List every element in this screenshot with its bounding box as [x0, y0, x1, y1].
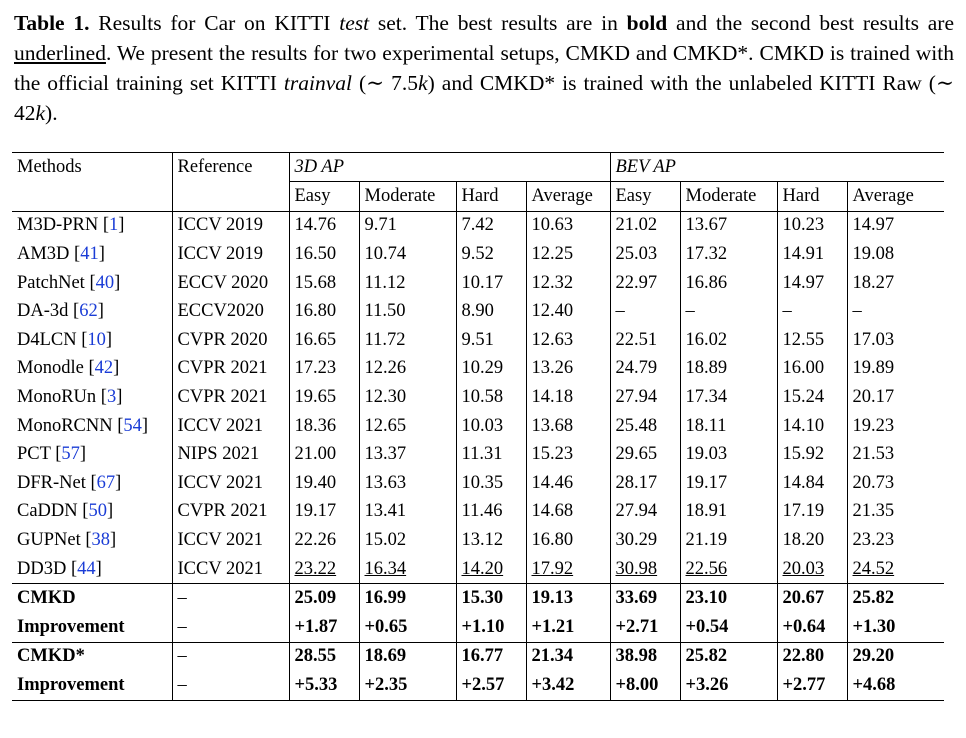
method-cell: PatchNet [40] — [12, 269, 172, 298]
value-cell: +2.35 — [359, 671, 456, 700]
value-cell: 20.67 — [777, 584, 847, 613]
value-cell: – — [777, 297, 847, 326]
value-cell: 10.35 — [456, 469, 526, 498]
table-row — [12, 498, 944, 527]
value-cell: +1.30 — [852, 616, 896, 637]
method-cell: CaDDN [50] — [12, 498, 172, 527]
results-table — [12, 152, 944, 701]
value-cell: +4.68 — [847, 671, 944, 700]
header-bev-ap: BEV AP — [610, 153, 944, 182]
value-cell: 16.50 — [289, 240, 359, 269]
value-cell: 9.71 — [359, 211, 456, 240]
caption-text: . We present the results for two experimental setups, CMKD and CMKD*. CMKD is trained with the official training set KITTI — [14, 41, 954, 95]
header-moderate: Moderate — [680, 182, 777, 212]
reference-cell: ECCV 2020 — [172, 269, 289, 298]
method-name: PCT — [17, 444, 51, 465]
caption-italic-test: test — [339, 11, 370, 35]
value-cell: 24.79 — [610, 355, 680, 384]
caption-label: Table 1. — [14, 11, 90, 35]
value-cell: 16.77 — [456, 642, 526, 671]
method-name: AM3D — [17, 243, 70, 264]
value-cell: 11.72 — [359, 326, 456, 355]
value-cell: 18.89 — [680, 355, 777, 384]
value-cell: 17.23 — [289, 355, 359, 384]
value-cell: 9.51 — [456, 326, 526, 355]
method-name: MonoRUn — [17, 386, 97, 407]
value-cell: 19.89 — [852, 358, 895, 379]
table-row — [12, 555, 944, 584]
reference-cell: ICCV 2021 — [172, 469, 289, 498]
value-cell: 13.63 — [359, 469, 456, 498]
value-cell: 28.17 — [610, 469, 680, 498]
caption-text: ) and CMKD* is trained with the unlabeled KITTI Raw (∼ 42 — [14, 71, 954, 125]
value-cell: 14.84 — [777, 469, 847, 498]
table-row — [12, 269, 944, 298]
caption-bold-word: bold — [626, 11, 668, 35]
value-cell: 17.32 — [680, 240, 777, 269]
value-cell: 25.03 — [610, 240, 680, 269]
table-caption — [14, 8, 954, 128]
method-name: CMKD* — [12, 642, 172, 671]
method-name: DD3D — [17, 558, 67, 579]
citation-link[interactable]: 50 — [88, 501, 107, 522]
value-cell: +2.71 — [610, 613, 680, 642]
method-name: PatchNet — [17, 272, 85, 293]
method-name: CMKD — [12, 584, 172, 613]
value-cell: 19.08 — [852, 243, 895, 264]
method-name: DFR-Net — [17, 472, 86, 493]
header-methods: Methods — [12, 153, 172, 182]
value-cell: 17.92 — [526, 555, 610, 584]
value-cell: 11.31 — [456, 440, 526, 469]
header-blank — [12, 182, 172, 212]
value-cell: 13.68 — [526, 412, 610, 441]
method-cell: PCT [57] — [12, 440, 172, 469]
value-cell: +0.64 — [777, 613, 847, 642]
method-cell: GUPNet [38] — [12, 526, 172, 555]
value-cell: +0.54 — [680, 613, 777, 642]
value-cell: +2.77 — [777, 671, 847, 700]
value-cell: +5.33 — [289, 671, 359, 700]
header-3d-ap: 3D AP — [289, 153, 610, 182]
method-cell: MonoRCNN [54] — [12, 412, 172, 441]
value-cell: 12.63 — [526, 326, 610, 355]
method-name: M3D-PRN — [17, 215, 99, 236]
table-row — [12, 440, 944, 469]
caption-italic-trainval: trainval — [283, 71, 352, 95]
value-cell: 33.69 — [610, 584, 680, 613]
citation-link[interactable]: 10 — [87, 329, 106, 350]
value-cell: 18.69 — [359, 642, 456, 671]
value-cell: 21.53 — [852, 444, 895, 465]
header-reference: Reference — [172, 153, 289, 182]
value-cell: 10.23 — [777, 211, 847, 240]
value-cell: 13.37 — [359, 440, 456, 469]
header-hard: Hard — [456, 182, 526, 212]
method-name: MonoRCNN — [17, 415, 113, 436]
table-row — [12, 613, 944, 642]
value-cell: 17.34 — [680, 383, 777, 412]
header-moderate: Moderate — [359, 182, 456, 212]
table-row — [12, 297, 944, 326]
value-cell: 10.29 — [456, 355, 526, 384]
reference-cell: CVPR 2021 — [172, 355, 289, 384]
value-cell: 10.74 — [359, 240, 456, 269]
table-row — [12, 584, 944, 613]
value-cell: 27.94 — [610, 383, 680, 412]
value-cell: 30.98 — [610, 555, 680, 584]
citation-link[interactable]: 38 — [91, 529, 111, 550]
value-cell: 18.20 — [777, 526, 847, 555]
value-cell: 13.12 — [456, 526, 526, 555]
value-cell: 14.91 — [777, 240, 847, 269]
value-cell: 13.26 — [526, 355, 610, 384]
citation-link[interactable]: 54 — [123, 415, 142, 436]
value-cell: 25.82 — [680, 642, 777, 671]
value-cell: 17.03 — [852, 329, 895, 350]
value-cell: 15.92 — [777, 440, 847, 469]
value-cell: – — [852, 301, 862, 322]
value-cell: 21.02 — [610, 211, 680, 240]
value-cell: 23.10 — [680, 584, 777, 613]
method-cell: DFR-Net [67] — [12, 469, 172, 498]
table-row — [12, 211, 944, 240]
value-cell: 11.46 — [456, 498, 526, 527]
value-cell: – — [610, 297, 680, 326]
citation-link[interactable]: 62 — [79, 301, 98, 322]
value-cell: 28.55 — [289, 642, 359, 671]
value-cell: 14.18 — [526, 383, 610, 412]
value-cell: 16.80 — [289, 297, 359, 326]
citation-link[interactable]: 44 — [77, 558, 96, 579]
value-cell: 16.80 — [526, 526, 610, 555]
citation-link[interactable]: 40 — [95, 272, 115, 293]
citation-link[interactable]: 42 — [94, 358, 114, 379]
value-cell: 19.03 — [680, 440, 777, 469]
header-row-difficulty — [12, 182, 944, 212]
value-cell: 29.65 — [610, 440, 680, 469]
value-cell: 14.76 — [289, 211, 359, 240]
value-cell: 10.63 — [526, 211, 610, 240]
table-row — [12, 383, 944, 412]
citation-link[interactable]: 67 — [96, 472, 116, 493]
value-cell: 23.22 — [289, 555, 359, 584]
value-cell: 14.10 — [777, 412, 847, 441]
value-cell: 23.23 — [852, 529, 895, 550]
reference-cell: ICCV 2021 — [172, 526, 289, 555]
caption-italic-k: k — [35, 101, 46, 125]
method-cell: M3D-PRN [1] — [12, 211, 172, 240]
value-cell: 16.02 — [680, 326, 777, 355]
reference-cell: CVPR 2021 — [172, 383, 289, 412]
caption-italic-k: k — [418, 71, 428, 95]
value-cell: 25.82 — [847, 584, 944, 613]
value-cell: 12.32 — [526, 269, 610, 298]
value-cell: 21.34 — [526, 642, 610, 671]
reference-cell: – — [172, 671, 289, 700]
value-cell: 14.68 — [526, 498, 610, 527]
header-easy: Easy — [289, 182, 359, 212]
value-cell: +1.10 — [456, 613, 526, 642]
method-cell: DD3D [44] — [12, 555, 172, 584]
value-cell: 21.00 — [289, 440, 359, 469]
value-cell: 12.55 — [777, 326, 847, 355]
value-cell: 22.80 — [777, 642, 847, 671]
value-cell: 25.09 — [289, 584, 359, 613]
value-cell: 7.42 — [456, 211, 526, 240]
caption-text: (∼ 7.5 — [351, 71, 419, 95]
method-cell: AM3D [41] — [12, 240, 172, 269]
value-cell: 22.56 — [680, 555, 777, 584]
value-cell: +3.42 — [526, 671, 610, 700]
header-blank — [172, 182, 289, 212]
value-cell: 10.17 — [456, 269, 526, 298]
table-row — [12, 526, 944, 555]
value-cell: 16.34 — [359, 555, 456, 584]
value-cell: +3.26 — [680, 671, 777, 700]
value-cell: 18.11 — [680, 412, 777, 441]
value-cell: 27.94 — [610, 498, 680, 527]
table-row — [12, 469, 944, 498]
header-average: Average — [526, 182, 610, 212]
value-cell: 18.91 — [680, 498, 777, 527]
header-row-groups — [12, 153, 944, 182]
value-cell: +1.87 — [289, 613, 359, 642]
method-name: Improvement — [12, 671, 172, 700]
method-name: D4LCN — [17, 329, 77, 350]
value-cell: 16.86 — [680, 269, 777, 298]
caption-text: Results for Car on KITTI — [89, 11, 340, 35]
value-cell: 12.26 — [359, 355, 456, 384]
value-cell: 12.25 — [526, 240, 610, 269]
method-cell: DA-3d [62] — [12, 297, 172, 326]
reference-cell: CVPR 2020 — [172, 326, 289, 355]
value-cell: 16.65 — [289, 326, 359, 355]
method-cell: MonoRUn [3] — [12, 383, 172, 412]
value-cell: 19.17 — [289, 498, 359, 527]
header-average: Average — [847, 182, 944, 212]
value-cell: 15.23 — [526, 440, 610, 469]
caption-underlined-word: underlined — [14, 41, 106, 65]
table-row — [12, 240, 944, 269]
value-cell: 22.26 — [289, 526, 359, 555]
table-row — [12, 326, 944, 355]
header-easy: Easy — [610, 182, 680, 212]
value-cell: +1.21 — [526, 613, 610, 642]
value-cell: 15.02 — [359, 526, 456, 555]
value-cell: 20.03 — [777, 555, 847, 584]
value-cell: 20.73 — [852, 472, 895, 493]
value-cell: – — [680, 297, 777, 326]
value-cell: 13.67 — [680, 211, 777, 240]
caption-text: and the second best results are — [667, 11, 954, 35]
citation-link[interactable]: 41 — [80, 243, 99, 264]
value-cell: 12.40 — [526, 297, 610, 326]
value-cell: +8.00 — [610, 671, 680, 700]
value-cell: 22.97 — [610, 269, 680, 298]
citation-link[interactable]: 57 — [61, 444, 80, 465]
reference-cell: CVPR 2021 — [172, 498, 289, 527]
reference-cell: ICCV 2019 — [172, 240, 289, 269]
value-cell: 16.99 — [359, 584, 456, 613]
value-cell: 12.30 — [359, 383, 456, 412]
method-cell: D4LCN [10] — [12, 326, 172, 355]
reference-cell: ECCV2020 — [172, 297, 289, 326]
header-hard: Hard — [777, 182, 847, 212]
method-name: Monodle — [17, 358, 84, 379]
value-cell: 14.46 — [526, 469, 610, 498]
method-name: GUPNet — [17, 529, 81, 550]
value-cell: 19.13 — [526, 584, 610, 613]
value-cell: 19.40 — [289, 469, 359, 498]
value-cell: 24.52 — [852, 558, 895, 579]
reference-cell: – — [172, 642, 289, 671]
value-cell: 30.29 — [610, 526, 680, 555]
value-cell: 14.97 — [847, 211, 944, 240]
table-row — [12, 642, 944, 671]
method-cell: Monodle [42] — [12, 355, 172, 384]
value-cell: 11.50 — [359, 297, 456, 326]
value-cell: 10.03 — [456, 412, 526, 441]
caption-text: ). — [45, 101, 58, 125]
value-cell: 9.52 — [456, 240, 526, 269]
reference-cell: – — [172, 584, 289, 613]
table-row — [12, 355, 944, 384]
value-cell: 14.20 — [456, 555, 526, 584]
value-cell: +0.65 — [359, 613, 456, 642]
citation-link[interactable]: 1 — [109, 215, 119, 236]
value-cell: 15.68 — [289, 269, 359, 298]
reference-cell: – — [172, 613, 289, 642]
value-cell: 10.58 — [456, 383, 526, 412]
value-cell: 21.19 — [680, 526, 777, 555]
value-cell: 19.17 — [680, 469, 777, 498]
value-cell: 12.65 — [359, 412, 456, 441]
reference-cell: NIPS 2021 — [172, 440, 289, 469]
reference-cell: ICCV 2019 — [172, 211, 289, 240]
value-cell: 19.23 — [852, 415, 895, 436]
value-cell: 15.24 — [777, 383, 847, 412]
reference-cell: ICCV 2021 — [172, 412, 289, 441]
value-cell: 18.27 — [852, 272, 895, 293]
value-cell: 29.20 — [847, 642, 944, 671]
value-cell: 17.19 — [777, 498, 847, 527]
value-cell: 8.90 — [456, 297, 526, 326]
value-cell: 15.30 — [456, 584, 526, 613]
value-cell: 13.41 — [359, 498, 456, 527]
reference-cell: ICCV 2021 — [172, 555, 289, 584]
value-cell: 22.51 — [610, 326, 680, 355]
citation-link[interactable]: 3 — [106, 386, 117, 407]
caption-text: set. The best results are in — [369, 11, 627, 35]
table-row — [12, 671, 944, 700]
table-row — [12, 412, 944, 441]
value-cell: 19.65 — [289, 383, 359, 412]
method-name: DA-3d — [17, 301, 69, 322]
value-cell: 14.97 — [777, 269, 847, 298]
method-name: CaDDN — [17, 501, 78, 522]
value-cell: 38.98 — [610, 642, 680, 671]
method-name: Improvement — [12, 613, 172, 642]
value-cell: 20.17 — [852, 386, 895, 407]
value-cell: +2.57 — [456, 671, 526, 700]
value-cell: 16.00 — [777, 355, 847, 384]
value-cell: 25.48 — [610, 412, 680, 441]
value-cell: 11.12 — [359, 269, 456, 298]
value-cell: 21.35 — [852, 501, 895, 522]
value-cell: 18.36 — [289, 412, 359, 441]
